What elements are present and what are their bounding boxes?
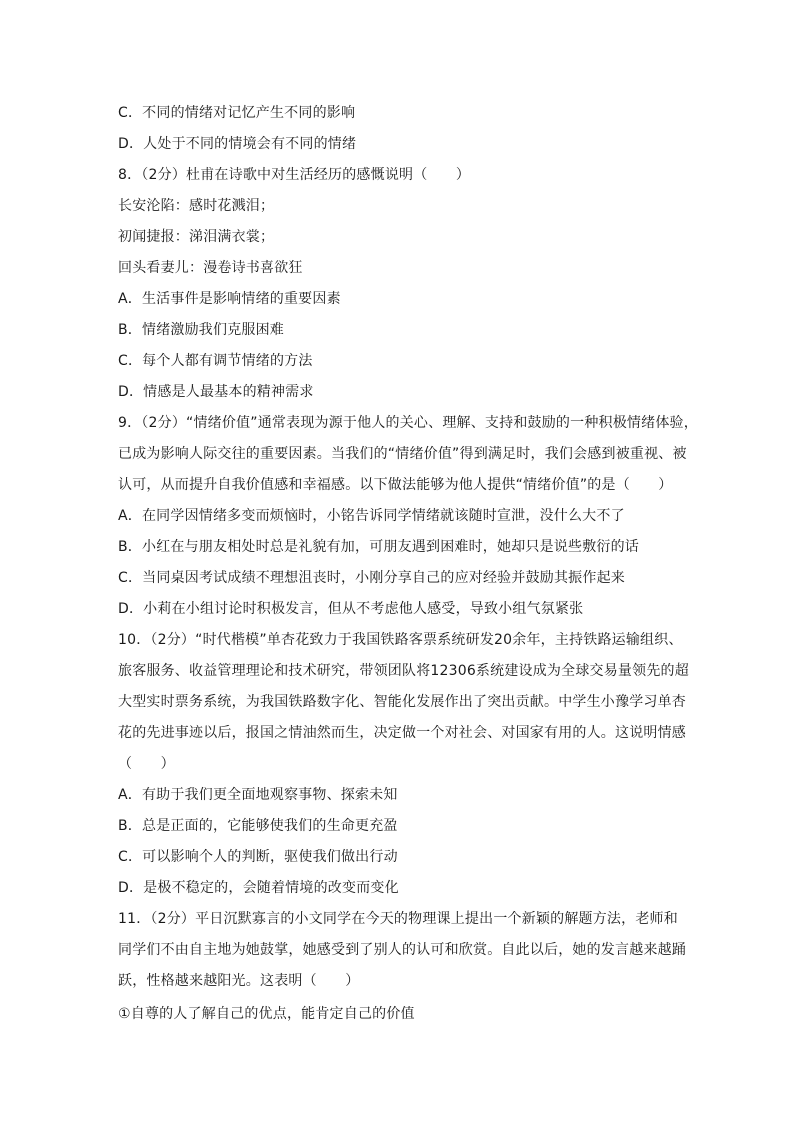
option-d-q8: D．情感是人最基本的精神需求 (118, 384, 314, 400)
question-8-poem-line-1: 长安沦陷：感时花溅泪； (118, 198, 275, 214)
question-8-poem-line-3: 回头看妻儿：漫卷诗书喜欲狂 (118, 260, 303, 276)
option-b-q8: B．情绪激励我们克服困难 (118, 322, 285, 338)
option-a-q10: A．有助于我们更全面地观察事物、探索未知 (118, 787, 398, 803)
question-10-stem-line-1: 10．（2分）“时代楷模”单杏花致力于我国铁路客票系统研发20余年，主持铁路运输组织、 (118, 632, 683, 648)
question-11-stem-line-1: 11．（2分）平日沉默寡言的小文同学在今天的物理课上提出一个新颖的解题方法，老师和 (118, 911, 678, 927)
question-9-stem-line-3: 认可，从而提升自我价值感和幸福感。以下做法能够为他人提供“情绪价值”的是（ ） (118, 477, 673, 493)
question-8-poem-line-2: 初闻捷报：涕泪满衣裳； (118, 229, 275, 245)
option-c-q10: C．可以影响个人的判断，驱使我们做出行动 (118, 849, 398, 865)
question-10-stem-line-5: （ ） (118, 756, 175, 772)
question-10-stem-line-4: 花的先进事迹以后，报国之情油然而生，决定做一个对社会、对国家有用的人。这说明情感 (118, 725, 686, 741)
option-d-q10: D．是极不稳定的，会随着情境的改变而变化 (118, 880, 399, 896)
option-d-q9: D．小莉在小组讨论时积极发言，但从不考虑他人感受，导致小组气氛紧张 (118, 601, 584, 617)
option-d-q7: D．人处于不同的情境会有不同的情绪 (118, 136, 357, 152)
option-a-q9: A．在同学因情绪多变而烦恼时，小铭告诉同学情绪就该随时宣泄，没什么大不了 (118, 508, 625, 524)
question-8-stem: 8．（2分）杜甫在诗歌中对生活经历的感慨说明（ ） (118, 167, 471, 183)
question-9-stem-line-1: 9．（2分）“情绪价值”通常表现为源于他人的关心、理解、支持和鼓励的一种积极情绪体验， (118, 415, 698, 431)
question-11-stem-line-2: 同学们不由自主地为她鼓掌，她感受到了别人的认可和欣赏。自此以后，她的发言越来越踊 (118, 942, 686, 958)
option-c-q8: C．每个人都有调节情绪的方法 (118, 353, 313, 369)
question-10-stem-line-2: 旅客服务、收益管理理论和技术研究，带领团队将12306系统建设成为全球交易量领先的超 (118, 663, 689, 679)
question-10-stem-line-3: 大型实时票务系统，为我国铁路数字化、智能化发展作出了突出贡献。中学生小豫学习单杏 (118, 694, 686, 710)
question-9-stem-line-2: 已成为影响人际交往的重要因素。当我们的“情绪价值”得到满足时，我们会感到被重视、被 (118, 446, 687, 462)
option-a-q8: A．生活事件是影响情绪的重要因素 (118, 291, 341, 307)
question-11-statement-1: ①自尊的人了解自己的优点，能肯定自己的价值 (118, 1006, 415, 1022)
option-c-q7: C．不同的情绪对记忆产生不同的影响 (118, 105, 356, 121)
option-c-q9: C．当同桌因考试成绩不理想沮丧时，小刚分享自己的应对经验并鼓励其振作起来 (118, 570, 625, 586)
question-11-stem-line-3: 跃，性格越来越阳光。这表明（ ） (118, 973, 360, 989)
option-b-q9: B．小红在与朋友相处时总是礼貌有加，可朋友遇到困难时，她却只是说些敷衍的话 (118, 539, 640, 555)
option-b-q10: B．总是正面的，它能够使我们的生命更充盈 (118, 818, 398, 834)
